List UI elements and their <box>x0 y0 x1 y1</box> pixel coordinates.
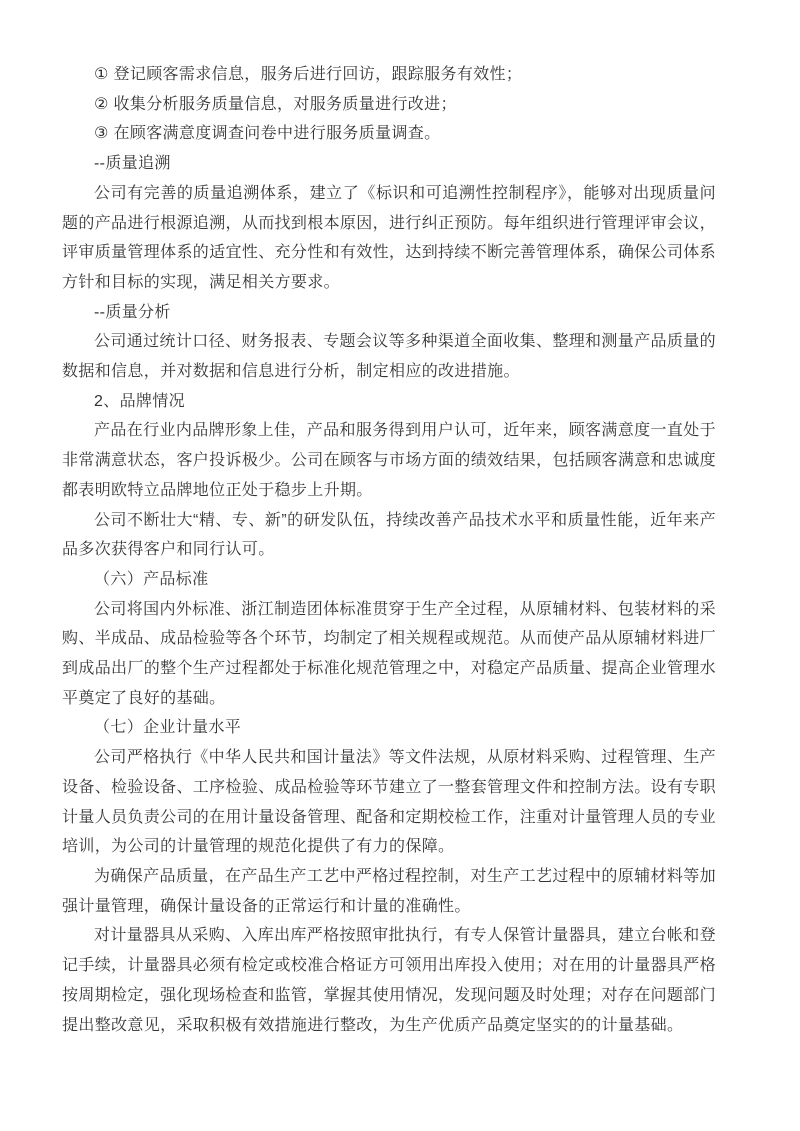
numbered-item-register-needs: ① 登记顾客需求信息，服务后进行回访，跟踪服务有效性； <box>94 66 523 83</box>
heading-quality-traceability: --质量追溯 <box>94 155 171 173</box>
heading-product-standards: （六）产品标准 <box>94 570 209 588</box>
para-metrology-instruments: 对计量器具从采购、入库出库严格按照审批执行，有专人保管计量器具，建立台帐和登记手续，计量器具必须有检定或校准合格证方可领用出库投入使用；对在用的计量器具严格按周期检定，强化现场检查和监管，掌握其使用情况，发现问题及时处理；对存在问题部门提出整改意见，采取积极有效措施进行整改，为生产优质产品奠定坚实的的计量基础。 <box>62 927 717 1034</box>
document-body <box>62 60 716 1040</box>
heading-metrology-level: （七）企业计量水平 <box>94 719 242 737</box>
para-rd-team: 公司不断壮大“精、专、新”的研发队伍，持续改善产品技术水平和质量性能，近年来产品多次获得客户和同行认可。 <box>62 511 716 559</box>
heading-brand-situation: 2、品牌情况 <box>94 392 185 410</box>
heading-quality-analysis: --质量分析 <box>94 303 171 321</box>
para-product-standards: 公司将国内外标准、浙江制造团体标准贯穿于生产全过程，从原辅材料、包装材料的采购、半成品、成品检验等各个环节，均制定了相关规程或规范。从而使产品从原辅材料进厂到成品出厂的整个生产过程都处于标准化规范管理之中，对稳定产品质量、提高企业管理水平奠定了良好的基础。 <box>62 600 717 707</box>
numbered-item-collect-info: ② 收集分析服务质量信息，对服务质量进行改进； <box>94 95 457 113</box>
para-quality-traceability: 公司有完善的质量追溯体系，建立了《标识和可追溯性控制程序》，能够对出现质量问题的产品进行根源追溯，从而找到根本原因，进行纠正预防。每年组织进行管理评审会议，评审质量管理体系的适宜性、充分性和有效性，达到持续不断完善管理体系，确保公司体系方针和目标的实现，满足相关方要求。 <box>62 184 717 291</box>
numbered-item-satisfaction-survey: ③ 在顾客满意度调查问卷中进行服务质量调查。 <box>94 125 441 143</box>
para-quality-analysis: 公司通过统计口径、财务报表、专题会议等多种渠道全面收集、整理和测量产品质量的数据和信息，并对数据和信息进行分析，制定相应的改进措施。 <box>62 333 716 381</box>
para-metrology-system: 公司严格执行《中华人民共和国计量法》等文件法规，从原材料采购、过程管理、生产设备、检验设备、工序检验、成品检验等环节建立了一整套管理文件和控制方法。设有专职计量人员负责公司的在用计量设备管理、配备和定期校检工作，注重对计量管理人员的专业培训，为公司的计量管理的规范化提供了有力的保障。 <box>62 749 717 856</box>
para-brand-image: 产品在行业内品牌形象上佳，产品和服务得到用户认可，近年来，顾客满意度一直处于非常满意状态，客户投诉极少。公司在顾客与市场方面的绩效结果，包括顾客满意和忠诚度都表明欧特立品牌地位正处于稳步上升期。 <box>62 422 717 499</box>
para-metrology-process-control: 为确保产品质量，在产品生产工艺中严格过程控制，对生产工艺过程中的原辅材料等加强计量管理，确保计量设备的正常运行和计量的准确性。 <box>62 867 716 915</box>
